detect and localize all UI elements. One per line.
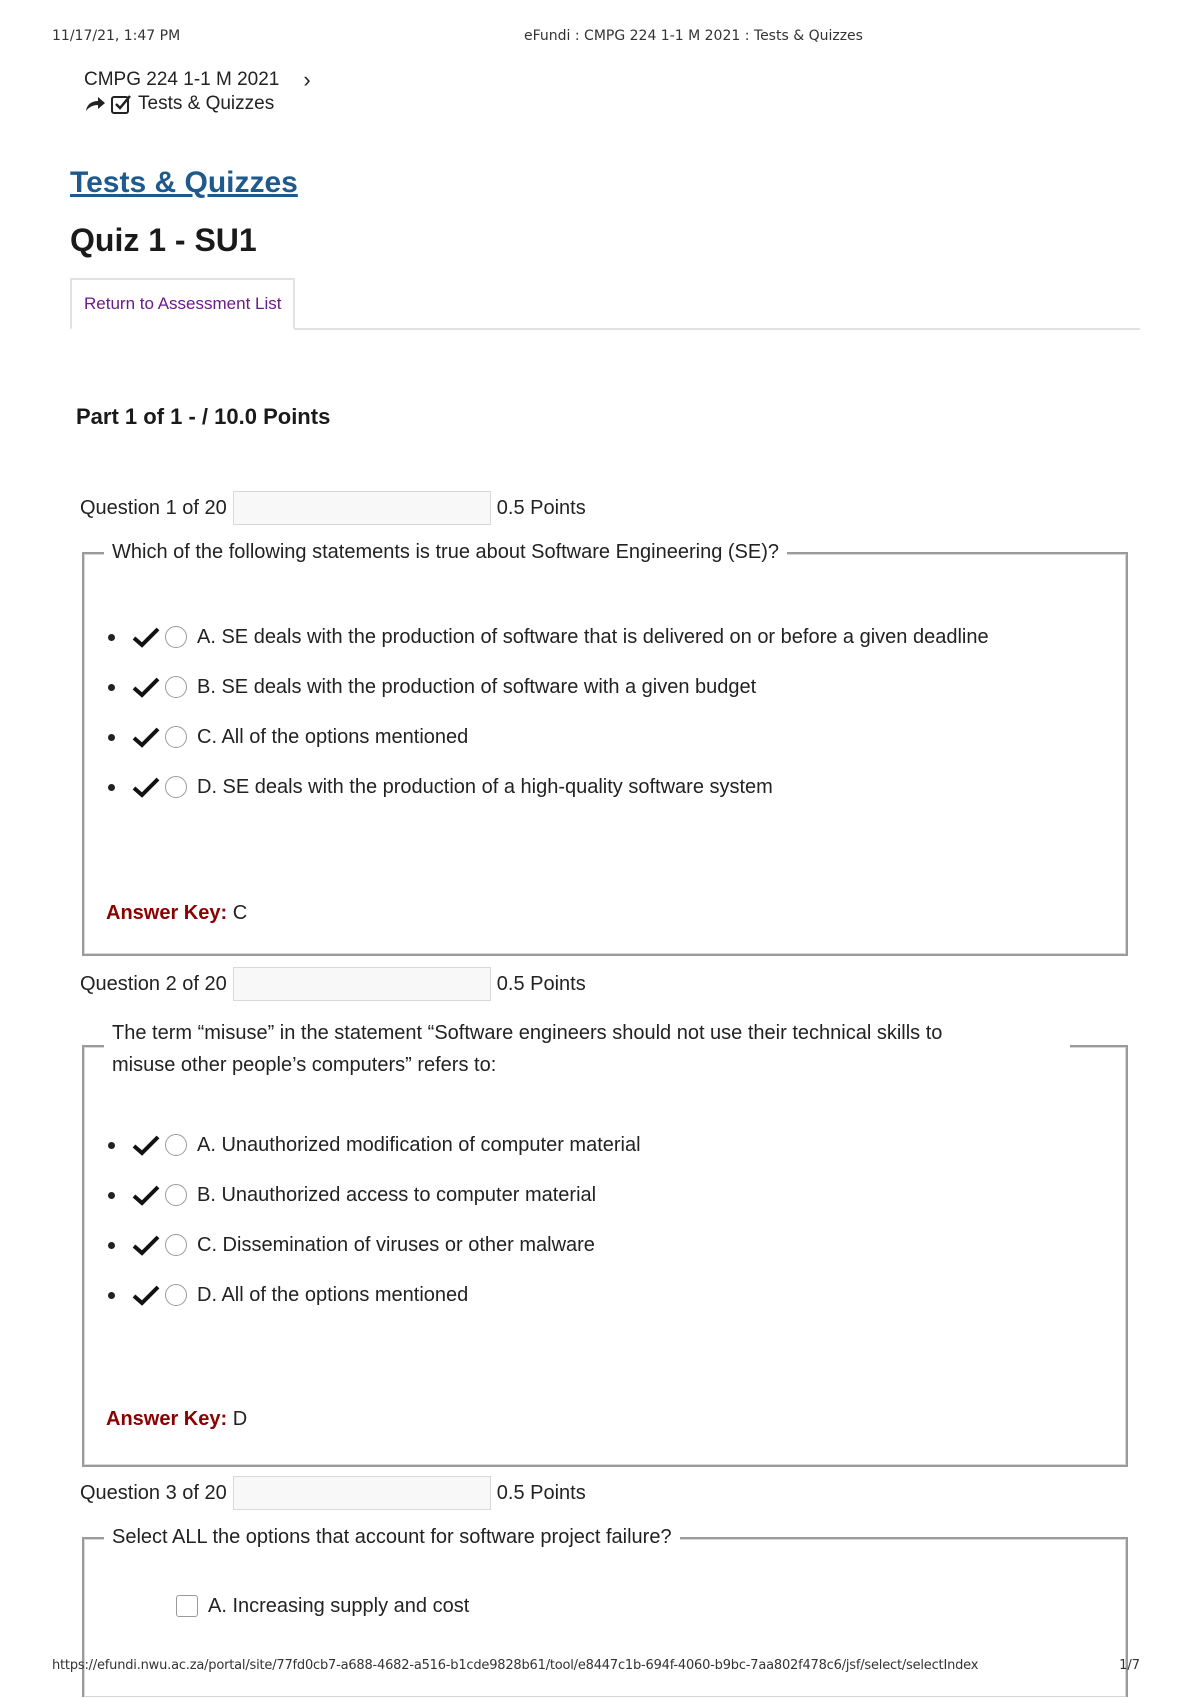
- radio-button[interactable]: [165, 1234, 187, 1256]
- score-field[interactable]: [233, 1476, 491, 1510]
- question-box: [82, 541, 1128, 956]
- radio-button[interactable]: [165, 1184, 187, 1206]
- bullet-icon: [108, 1142, 115, 1149]
- bullet-icon: [108, 1292, 115, 1299]
- options-list: [108, 1120, 641, 1320]
- score-field[interactable]: [233, 967, 491, 1001]
- page-title: Quiz 1 - SU1: [70, 222, 257, 258]
- tab-bar: [70, 278, 1140, 330]
- options-list: [108, 612, 989, 812]
- question-prompt: Select ALL the options that account for software project failure?: [104, 1521, 680, 1553]
- check-mark-icon: [131, 1183, 161, 1207]
- answer-key: [106, 902, 247, 925]
- question-number: Question 1 of 20: [80, 496, 227, 519]
- list-item: [108, 1270, 641, 1320]
- check-mark-icon: [131, 775, 161, 799]
- bullet-icon: [108, 1192, 115, 1199]
- list-item: [108, 1170, 641, 1220]
- option-label: D. All of the options mentioned: [197, 1283, 469, 1306]
- question-box: [82, 1022, 1128, 1467]
- question-header: [80, 967, 586, 1001]
- question-number: Question 3 of 20: [80, 1481, 227, 1504]
- list-item: [108, 712, 989, 762]
- check-mark-icon: [131, 1283, 161, 1307]
- bullet-icon: [108, 684, 115, 691]
- option-label: D. SE deals with the production of a high-quality software system: [197, 775, 773, 798]
- check-mark-icon: [131, 1233, 161, 1257]
- question-prompt-line: The term “misuse” in the statement “Software engineers should not use their technical skills to: [112, 1022, 943, 1044]
- question-header: [80, 491, 586, 525]
- list-item: [108, 662, 989, 712]
- page-number: 1/7: [1119, 1658, 1140, 1673]
- print-header: [52, 28, 1140, 48]
- checkbox[interactable]: [176, 1595, 198, 1617]
- radio-button[interactable]: [165, 1134, 187, 1156]
- print-footer: [52, 1658, 1140, 1678]
- option-label: A. Increasing supply and cost: [208, 1594, 470, 1617]
- answer-key-label: Answer Key:: [106, 1408, 228, 1430]
- breadcrumb: [84, 68, 311, 116]
- answer-key-value: D: [232, 1408, 248, 1430]
- chevron-right-icon: ›: [303, 67, 311, 92]
- radio-button[interactable]: [165, 726, 187, 748]
- list-item: [108, 612, 989, 662]
- bullet-icon: [108, 1242, 115, 1249]
- bullet-icon: [108, 734, 115, 741]
- question-number: Question 2 of 20: [80, 972, 227, 995]
- print-document-title: eFundi : CMPG 224 1-1 M 2021 : Tests & Quizzes: [524, 28, 863, 44]
- return-to-assessment-list-tab[interactable]: Return to Assessment List: [70, 278, 295, 330]
- check-mark-icon: [131, 625, 161, 649]
- radio-button[interactable]: [165, 626, 187, 648]
- question-points: 0.5 Points: [496, 972, 586, 995]
- answer-key: [106, 1408, 247, 1431]
- question-points: 0.5 Points: [496, 496, 586, 519]
- breadcrumb-site-link[interactable]: CMPG 224 1-1 M 2021: [84, 69, 280, 90]
- question-prompt-line: misuse other people’s computers” refers to:: [112, 1054, 497, 1076]
- option-label: B. SE deals with the production of software with a given budget: [197, 675, 757, 698]
- radio-button[interactable]: [165, 676, 187, 698]
- checkbox-checked-icon: [110, 93, 134, 115]
- answer-key-label: Answer Key:: [106, 902, 228, 924]
- tests-quizzes-link[interactable]: Tests & Quizzes: [70, 166, 298, 199]
- option-label: C. Dissemination of viruses or other malware: [197, 1233, 595, 1256]
- breadcrumb-tool-label: Tests & Quizzes: [138, 93, 275, 114]
- question-points: 0.5 Points: [496, 1481, 586, 1504]
- share-arrow-icon: [84, 95, 106, 113]
- option-label: B. Unauthorized access to computer material: [197, 1183, 597, 1206]
- print-url: https://efundi.nwu.ac.za/portal/site/77fd0cb7-a688-4682-a516-b1cde9828b61/tool/e8447c1b-694f-4060-b9bc-7aa802f478c6/jsf/select/selectIndex: [52, 1658, 979, 1673]
- check-mark-icon: [131, 675, 161, 699]
- bullet-icon: [108, 634, 115, 641]
- check-mark-icon: [131, 1133, 161, 1157]
- score-field[interactable]: [233, 491, 491, 525]
- option-label: C. All of the options mentioned: [197, 725, 469, 748]
- options-list: [176, 1581, 469, 1631]
- part-title: Part 1 of 1 - / 10.0 Points: [76, 404, 331, 429]
- print-datetime: 11/17/21, 1:47 PM: [52, 28, 181, 44]
- question-prompt: Which of the following statements is true about Software Engineering (SE)?: [104, 536, 787, 568]
- option-label: A. Unauthorized modification of computer material: [197, 1133, 641, 1156]
- list-item: [108, 1220, 641, 1270]
- question-header: [80, 1476, 586, 1510]
- radio-button[interactable]: [165, 1284, 187, 1306]
- answer-key-value: C: [232, 902, 248, 924]
- check-mark-icon: [131, 725, 161, 749]
- question-prompt: [104, 1017, 1070, 1081]
- list-item: [108, 1120, 641, 1170]
- option-label: A. SE deals with the production of software that is delivered on or before a given deadline: [197, 625, 989, 648]
- list-item: [176, 1581, 469, 1631]
- radio-button[interactable]: [165, 776, 187, 798]
- bullet-icon: [108, 784, 115, 791]
- list-item: [108, 762, 989, 812]
